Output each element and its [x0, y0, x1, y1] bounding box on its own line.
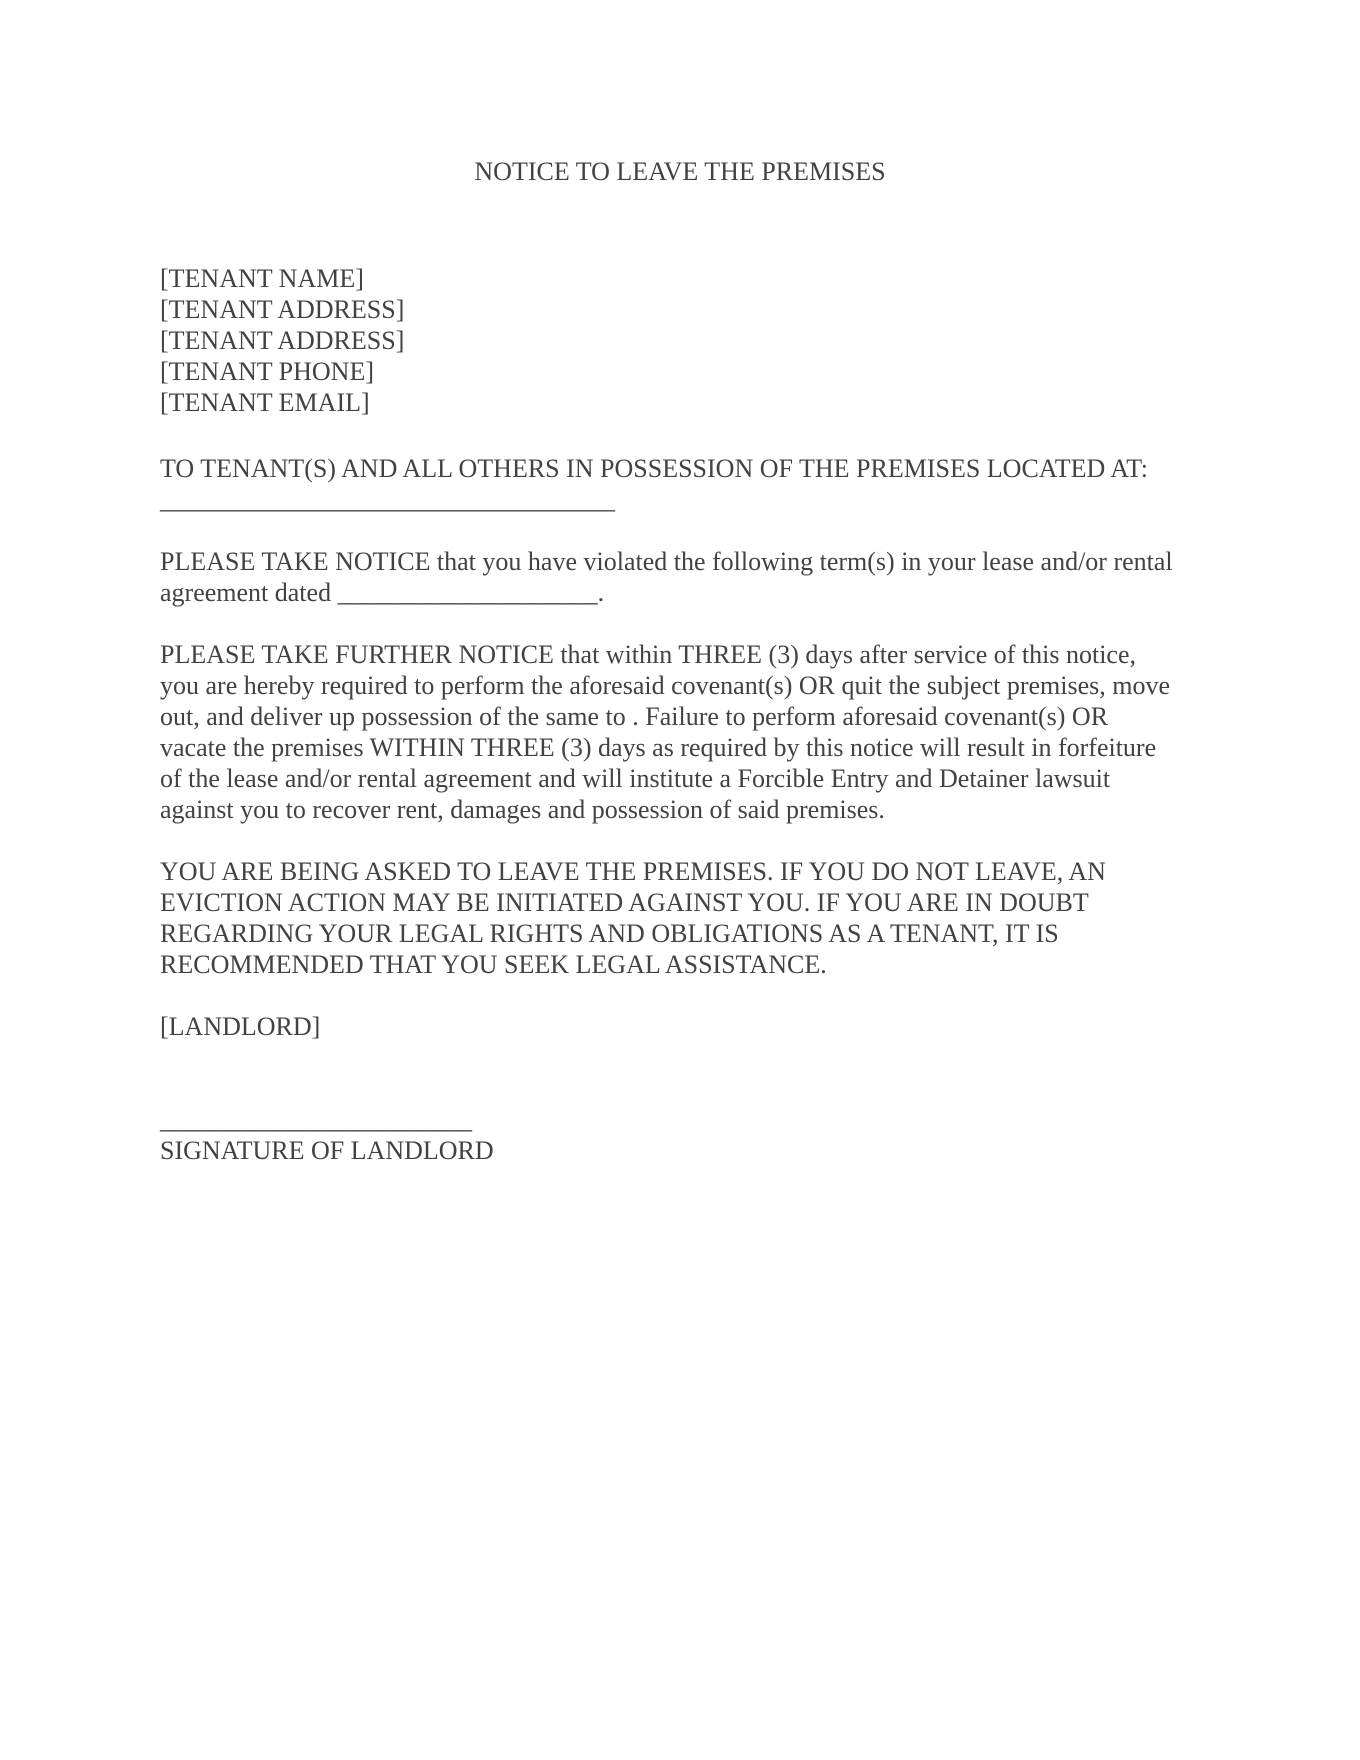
warning-line: RECOMMENDED THAT YOU SEEK LEGAL ASSISTANCE.	[160, 950, 827, 979]
signature-caption: SIGNATURE OF LANDLORD	[160, 1136, 494, 1165]
warning-line: YOU ARE BEING ASKED TO LEAVE THE PREMISES. IF YOU DO NOT LEAVE, AN	[160, 857, 1106, 886]
further-notice-line: out, and deliver up possession of the same to . Failure to perform aforesaid covenant(s) OR	[160, 702, 1109, 731]
further-notice-line: vacate the premises WITHIN THREE (3) days as required by this notice will result in forfeiture	[160, 733, 1157, 762]
warning-line: REGARDING YOUR LEGAL RIGHTS AND OBLIGATIONS AS A TENANT, IT IS	[160, 919, 1059, 948]
warning-paragraph	[160, 856, 1200, 980]
landlord-block	[160, 1011, 1200, 1042]
signature-fill-in-blank: ________________________	[160, 1105, 472, 1134]
premises-fill-in-blank: ___________________________________	[160, 485, 615, 514]
landlord-placeholder: [LANDLORD]	[160, 1012, 321, 1041]
tenant-phone-line: [TENANT PHONE]	[160, 357, 374, 386]
warning-line: EVICTION ACTION MAY BE INITIATED AGAINST YOU. IF YOU ARE IN DOUBT	[160, 888, 1089, 917]
addressee-line: TO TENANT(S) AND ALL OTHERS IN POSSESSION OF THE PREMISES LOCATED AT:	[160, 454, 1148, 483]
tenant-address-line-1: [TENANT ADDRESS]	[160, 295, 405, 324]
signature-block	[160, 1104, 1200, 1166]
further-notice-line: against you to recover rent, damages and possession of said premises.	[160, 795, 885, 824]
tenant-address-line-2: [TENANT ADDRESS]	[160, 326, 405, 355]
tenant-name-line: [TENANT NAME]	[160, 264, 364, 293]
further-notice-paragraph	[160, 639, 1200, 825]
addressee-block	[160, 453, 1200, 515]
further-notice-line: PLEASE TAKE FURTHER NOTICE that within THREE (3) days after service of this notice,	[160, 640, 1137, 669]
recipient-block	[160, 263, 1200, 418]
notice-paragraph-line: PLEASE TAKE NOTICE that you have violated the following term(s) in your lease and/or rental	[160, 547, 1173, 576]
further-notice-line: you are hereby required to perform the aforesaid covenant(s) OR quit the subject premises, move	[160, 671, 1171, 700]
document-title: NOTICE TO LEAVE THE PREMISES	[474, 157, 886, 186]
further-notice-line: of the lease and/or rental agreement and will institute a Forcible Entry and Detainer lawsuit	[160, 764, 1111, 793]
notice-paragraph-line: agreement dated ____________________.	[160, 578, 605, 607]
notice-paragraph	[160, 546, 1200, 608]
tenant-email-line: [TENANT EMAIL]	[160, 388, 370, 417]
